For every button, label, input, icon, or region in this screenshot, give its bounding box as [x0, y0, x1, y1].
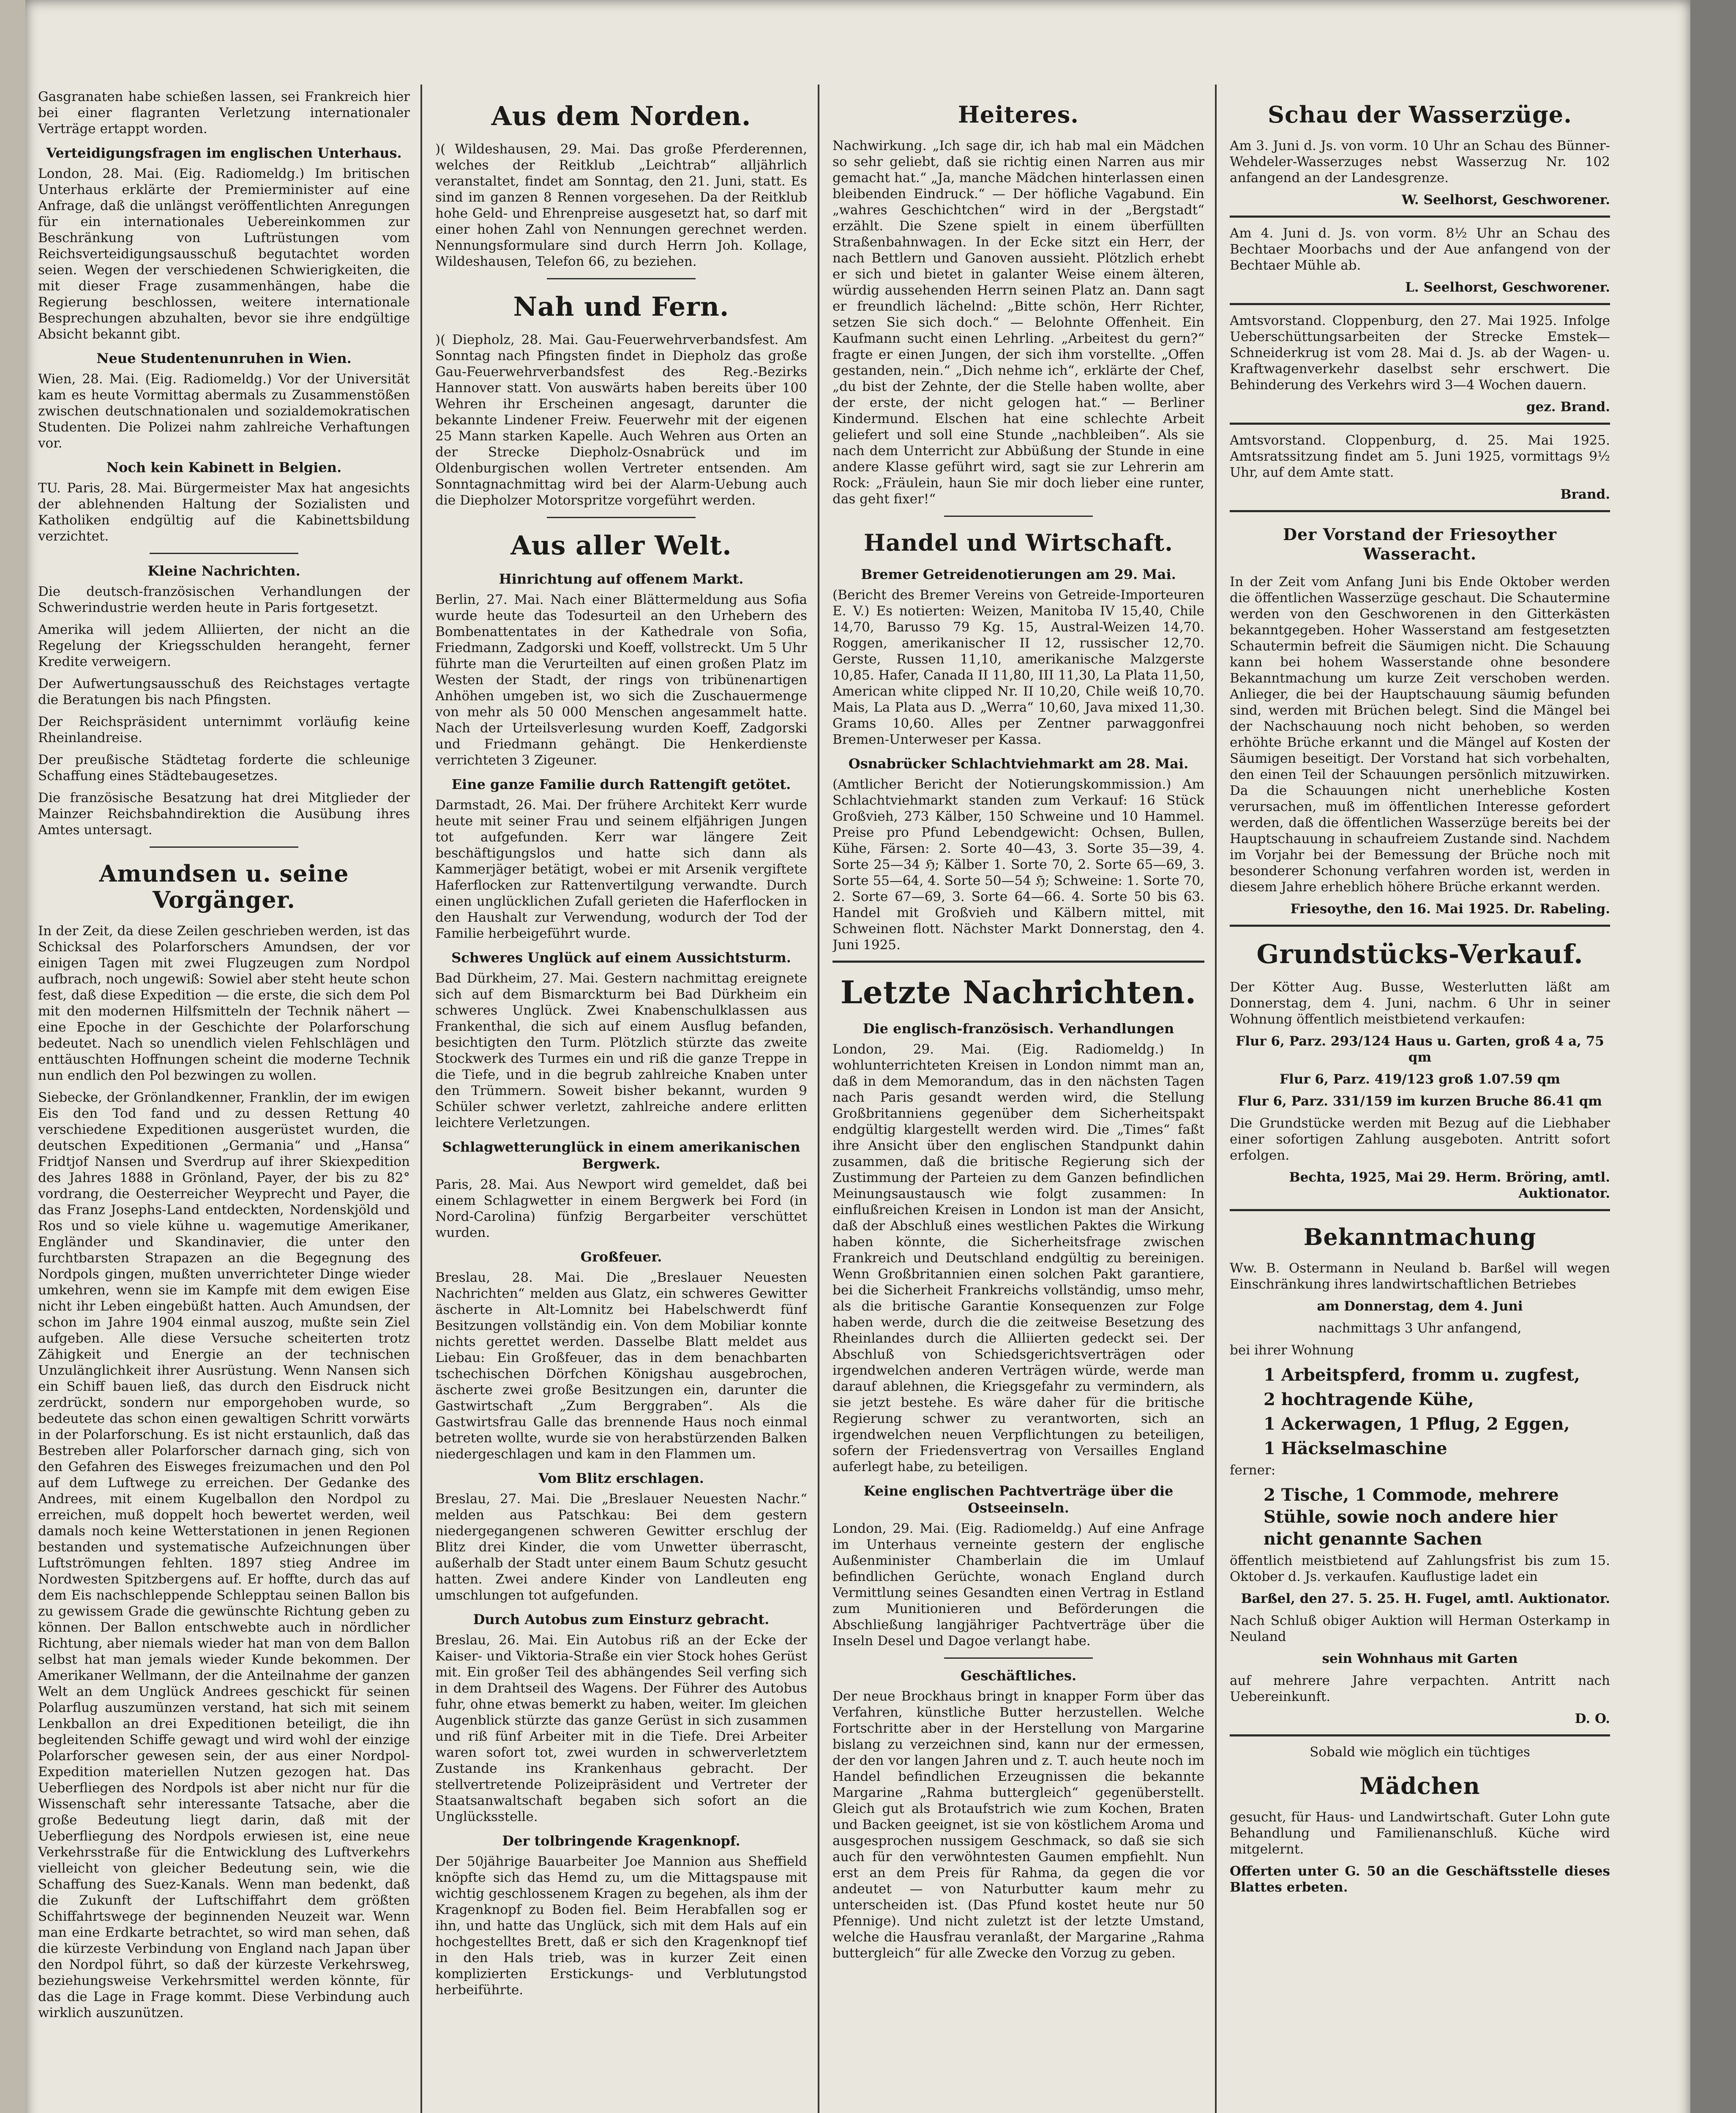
column-rule: [818, 85, 819, 2113]
headline-schau-der-wasserzuege: Schau der Wasserzüge.: [1268, 101, 1572, 128]
divider: [1230, 216, 1610, 218]
subheadline: Schlagwetterunglück in einem amerikanischen Bergwerk.: [442, 1139, 800, 1172]
headline-heiteres: Heiteres.: [958, 101, 1079, 128]
signature: W. Seelhorst, Geschworener.: [1401, 192, 1610, 207]
notice: Amtsvorstand. Cloppenburg, den 27. Mai 1925. Infolge Ueberschüttungsarbeiten der Strecke Emstek—Schneiderkrug ist vom 28. Mai d. Js. ab der Wagen- u. Kraftwagenverkehr daselbst sehr erschwert. Die Behinderung des Verkehrs wird 3—4 Wochen dauern.: [1230, 313, 1610, 393]
newspaper-page: [25, 0, 1690, 2113]
article: London, 29. Mai. (Eig. Radiomeldg.) Auf eine Anfrage im Unterhaus verneinte gestern der englische Außenminister Chamberlain die im Umlauf befindlichen Gerüchte, wonach England durch Vermittlung seines Gesandten einen Vertrag in Estland zum Munitionieren und Beförderungen die Abschließung langjähriger Pachtverträge über die Inseln Desel und Dagoe verlangt habe.: [833, 1521, 1204, 1649]
lease-object: sein Wohnhaus mit Garten: [1322, 1651, 1518, 1666]
auction-time: nachmittags 3 Uhr anfangend,: [1318, 1321, 1522, 1336]
article-amundsen: Siebecke, der Grönlandkenner, Franklin, der im ewigen Eis den Tod fand und zu dessen Rettung 40 verschiedene Expeditionen ausgerüstet wurden, die deutschen Expeditionen „Germania“ und „Hansa“ Fridtjof Nansen und Sverdrup auf ihrer Skiexpedition des Jahres 1888 in Grönland, Payer, der bis zu 82° vordrang, die Oesterreicher Weyprecht und Payer, die das Franz Josephs-Land entdeckten, Nordenskjöld und Ros und so viele kühne u. wagemutige Amerikaner, Engländer und Skandinavier, die unter den furchtbarsten Strapazen an die Begegnung des Nordpols gingen, mußten unverrichteter Dinge wieder umkehren, wenn sie im Kampfe mit dem ewigen Eise nicht ihr Leben eingebüßt hatten. Auch Amundsen, der schon im Jahre 1904 einmal auszog, mußte sein Ziel aufgeben. Alle diese Versuche scheiterten trotz Zähigkeit und Energie an der technischen Unzulänglichkeit ihrer Ausrüstung. Wenn Nansen sich ein Schiff bauen ließ, das durch den Eisdruck nicht zerdrückt, sondern nur emporgehoben wurde, so bedeutete das schon einen gewaltigen Schritt vorwärts in der Polarforschung. Es ist nicht erstaunlich, daß das Bestreben aller Polarforscher darnach ging, sich von den Gefahren des Eisweges freizumachen und den Pol auf dem Luftwege zu erreichen. Der Gedanke des Andrees, mit einem Kugelballon den Nordpol zu erreichen, muß doppelt hoch bewertet werden, weil damals noch keine Wetterstationen in jenen Regionen bestanden und systematische Aufzeichnungen über Luftströmungen fehlten. 1897 stieg Andree im Nordwesten Spitzbergens auf. Er hoffte, durch das auf dem Eis nachschleppende Schlepptau seinen Ballon bis zu gewissem Grade die gewünschte Richtung geben zu können. Der Ballon entschwebte auch in nördlicher Richtung, aber niemals wieder hat man von dem Ballon selbst hat man jemals wieder Kunde bekommen. Der Amerikaner Wellmann, der die Anteilnahme der ganzen Welt an dem Unglück Andrees geschickt für seinen Polarflug auszumünzen verstand, hat sich mit seinem Lenkballon an drei Expeditionen beteiligt, die ihn begleitenden Schiffe gewagt und wird wohl der einzige Polarforscher gewesen sein, der aus einer Nordpol-Expedition materiellen Nutzen gezogen hat. Das Ueberfliegen des Nordpols ist aber nicht nur für die Wissenschaft sehr interessante Tatsache, aber die große Bedeutung liegt darin, daß mit der Ueberfliegung des Nordpols erwiesen ist, eine neue Verkehrsstraße für die Entwicklung des Luftverkehrs vielleicht von gleicher Bedeutung sein, wie die Schaffung des Suez-Kanals. Wenn man bedenkt, daß die Zukunft der Luftschiffahrt dem größten Schiffahrtswege der beginnenden Neuzeit war. Wenn man eine Erdkarte betrachtet, so wird man sehen, daß die kürzeste Verbindung von England nach Japan über den Nordpol führt, so daß der kürzeste Verkehrsweg, beziehungsweise Verkehrsmittel werden könnte, für das die Lage in Frage kommt. Diese Verbindung auch wirklich auszunützen.: [38, 1090, 410, 2020]
notice: Am 3. Juni d. Js. von vorm. 10 Uhr an Schau des Bünner-Wehdeler-Wasserzuges nebst Wasserzug Nr. 102 anfangend an der Landesgrenze.: [1230, 138, 1610, 186]
parcel: Flur 6, Parz. 331/159 im kurzen Bruche 86.41 qm: [1238, 1094, 1602, 1109]
news-item: Die französische Besatzung hat drei Mitglieder der Mainzer Reichsbahndirektion die Ausübung ihres Amtes untersagt.: [38, 790, 410, 838]
notice: Amtsvorstand. Cloppenburg, d. 25. Mai 1925. Amtsratssitzung findet am 5. Juni 1925, vormittags 9½ Uhr, auf dem Amte statt.: [1230, 433, 1610, 480]
headline-aus-dem-norden: Aus dem Norden.: [491, 101, 751, 131]
headline-nah-und-fern: Nah und Fern.: [513, 291, 729, 322]
signature: Friesoythe, den 16. Mai 1925. Dr. Rabeling.: [1290, 901, 1610, 917]
headline-aus-aller-welt: Aus aller Welt.: [510, 530, 732, 561]
article-heiteres: Nachwirkung. „Ich sage dir, ich hab mal ein Mädchen so sehr geliebt, daß sie richtig einen Narren aus mir gemacht hat.“ „Ja, manche Mädchen hinterlassen einen bleibenden Eindruck.“ — Der höfliche Vagabund. Ein „wahres Geschichtchen“ wird in der „Bergstadt“ erzählt. Die Szene spielt in einem überfüllten Straßenbahnwagen. In der Ecke sitzt ein Herr, der nach Bettlern und Ganoven aussieht. Plötzlich erhebt er sich und bietet in galanter Weise einem älteren, würdig aussehenden Herrn seinen Platz an. Dann sagt er freundlich lächelnd: „Bitte schön, Herr Richter, setzen Sie sich doch.“ — Belohnte Offenheit. Ein Kaufmann sucht einen Lehrling. „Arbeitest du gern?“ fragte er einen Jungen, der sich ihm vorstellte. „Offen gestanden, nein.“ „Dich nehme ich“, erklärte der Chef, „du bist der Zehnte, der die Stelle haben wollte, aber der erste, der nicht gelogen hat.“ — Berliner Kindermund. Elschen hat eine schlechte Arbeit geliefert und soll eine Stunde „nachbleiben“. Als sie nach dem Unterricht zur Abbüßung der Stunde in eine andere Klasse geführt wird, sagt sie zur Lehrerin am Rock: „Fräulein, haun Sie mir doch lieber eine runter, das geht fixer!“: [833, 138, 1204, 507]
column-4: [1230, 89, 1610, 2113]
notice: ferner:: [1230, 1463, 1276, 1478]
news-item: Der preußische Städtetag forderte die schleunige Schaffung eines Städtebaugesetzes.: [38, 752, 410, 784]
auction-item: 2 hochtragende Kühe,: [1264, 1390, 1474, 1409]
notice: Nach Schluß obiger Auktion will Herman Osterkamp in Neuland: [1230, 1613, 1610, 1644]
auction-item: 2 Tische, 1 Commode, mehrere Stühle, sowie noch andere hier nicht genannte Sachen: [1264, 1485, 1559, 1549]
subheadline: Keine englischen Pachtverträge über die Ostseeinseln.: [863, 1483, 1174, 1516]
column-rule: [1215, 85, 1217, 2113]
news-item: Die deutsch-französischen Verhandlungen der Schwerindustrie werden heute in Paris fortgesetzt.: [38, 584, 410, 615]
article: Bad Dürkheim, 27. Mai. Gestern nachmittag ereignete sich auf dem Bismarckturm bei Bad Dürkheim ein schweres Unglück. Zwei Knabenschulklassen aus Frankenthal, die sich auf einem Ausflug befanden, besichtigten den Turm. Plötzlich stürzte das zweite Stockwerk des Turmes ein und riß die ganze Treppe in die Tiefe, und in die begrub zahlreiche Knaben unter den Trümmern. Soweit bisher bekannt, wurden 9 Schüler schwer verletzt, zahlreiche andere erlitten leichtere Verletzungen.: [435, 971, 807, 1130]
article-wildeshausen: )( Wildeshausen, 29. Mai. Das große Pferderennen, welches der Reitklub „Leichtrab“ alljährlich veranstaltet, findet am Sonntag, den 21. Juni, statt. Es sind im ganzen 8 Rennen vorgesehen. Da der Reitklub hohe Geld- und Ehrenpreise ausgesetzt hat, so darf mit einer hohen Zahl von Nennungen gerechnet werden. Nennungsformulare sind durch Herrn Joh. Kollage, Wildeshausen, Telefon 66, zu beziehen.: [435, 142, 807, 269]
adjacent-page-edge: [0, 0, 25, 2113]
signature: Bechta, 1925, Mai 29. Herm. Bröring, amtl. Auktionator.: [1289, 1170, 1610, 1201]
article-vienna: Wien, 28. Mai. (Eig. Radiomeldg.) Vor der Universität kam es heute Vormittag abermals zu Zusammenstößen zwischen deutschnationalen und sozialdemokratischen Studenten. Die Polizei nahm zahlreiche Verhaftungen vor.: [38, 371, 410, 451]
parcel: Flur 6, Parz. 419/123 groß 1.07.59 qm: [1280, 1072, 1560, 1087]
article: Breslau, 27. Mai. Die „Breslauer Neuesten Nachr.“ melden aus Patschkau: Bei dem gestern niedergegangenen schweren Gewitter erschlug der Blitz drei Kinder, die vom Unwetter überrascht, außerhalb der Stadt unter einem Baum Schutz gesucht hatten. Zwei andere Kinder von Landleuten eng umschlungen tot aufgefunden.: [435, 1491, 807, 1603]
signature: L. Seelhorst, Geschworener.: [1405, 280, 1610, 295]
subheadline: Bremer Getreidenotierungen am 29. Mai.: [861, 566, 1176, 582]
headline-handel-und-wirtschaft: Handel und Wirtschaft.: [864, 529, 1173, 556]
divider: [1230, 303, 1610, 305]
subheadline: Der tolbringende Kragenknopf.: [502, 1833, 740, 1849]
article-continued: Gasgranaten habe schießen lassen, sei Frankreich hier bei einer flagranten Verletzung internationaler Verträge ertappt worden.: [38, 89, 410, 136]
column-1: [38, 89, 410, 2113]
headline-kleine-nachrichten: Kleine Nachrichten.: [147, 563, 300, 579]
signature: gez. Brand.: [1526, 399, 1610, 415]
article-amundsen: In der Zeit, da diese Zeilen geschrieben werden, ist das Schicksal des Polarforschers Amundsen, der vor einigen Tagen mit zwei Flugzeugen zum Nordpol aufbrach, noch ungewiß: Sowiel aber steht heute schon fest, daß diese Expedition — die erste, die sich dem Pol mit den modernen Hilfsmitteln der Technik nähert — eine Epoche in der Geschichte der Polarforschung bedeutet. Nach so unendlich vielen Fehlschlägen und enttäuschten Hoffnungen scheint die moderne Technik nun endlich den Pol bezwingen zu wollen.: [38, 923, 410, 1083]
article: Der 50jährige Bauarbeiter Joe Mannion aus Sheffield knöpfte sich das Hemd zu, um die Mittagspause mit wichtig geschlossenem Kragen zu begehen, als ihm der Kragenknopf zu Boden fiel. Beim Herabfallen sog er ihn, und hatte das Unglück, sich mit dem Hals auf ein hochgestelltes Brett, daß er sich den Kragenknopf tief in den Hals trieb, was in kurzer Zeit einen komplizierten Erstickungs- und Verblutungstod herbeiführte.: [435, 1854, 807, 1998]
signature: Barßel, den 27. 5. 25. H. Fugel, amtl. Auktionator.: [1241, 1591, 1610, 1606]
auction-place: bei ihrer Wohnung: [1230, 1343, 1354, 1358]
notice: Ww. B. Ostermann in Neuland b. Barßel will wegen Einschränkung ihres landwirtschaftlichen Betriebes: [1230, 1261, 1610, 1292]
subheadline: Die englisch-französisch. Verhandlungen: [863, 1021, 1174, 1037]
headline-belgium: Noch kein Kabinett in Belgien.: [106, 459, 342, 475]
subheadline: Schweres Unglück auf einem Aussichtsturm.: [451, 950, 791, 966]
column-2: [435, 89, 807, 2113]
notice: In der Zeit vom Anfang Juni bis Ende Oktober werden die öffentlichen Wasserzüge geschaut. Die Schautermine werden von den Geschworenen in den Gitterkästen bekanntgegeben. Hoher Wasserstand am festgesetzten Schautermin befreit die Säumigen nicht. Die Schauung kann bei hohem Wasserstande ohne besondere Bekanntmachung um kurze Zeit verschoben werden. Anlieger, die bei der Hauptschauung säumig befunden sind, werden mit Brüchen belegt. Sind die Mängel bei der Nachschauung noch nicht behoben, so werden erhöhte Brüche erkannt und die Mängel auf Kosten der Säumigen beseitigt. Der Vorstand hat sich vorbehalten, den einen Teil der Schauungen persönlich mitzuwirken. Da die Schauungen nicht unerhebliche Kosten verursachen, muß im öffentlichen Interesse gefordert werden, daß die öffentlichen Wasserzüge bereits bei der Hauptschauung in schaufreiem Zustande sind. Nachdem im Vorjahr bei der Bemessung der Brüche noch mit besonderer Schonung verfahren worden ist, werden in diesem Jahre erheblich höhere Brüche erkannt werden.: [1230, 574, 1610, 895]
notice: Am 4. Juni d. Js. von vorm. 8½ Uhr an Schau des Bechtaer Moorbachs und der Aue anfangend von der Bechtaer Mühle ab.: [1230, 226, 1610, 273]
subheadline: Vom Blitz erschlagen.: [538, 1470, 704, 1486]
divider: [150, 553, 298, 554]
headline-maedchen: Mädchen: [1359, 1772, 1480, 1799]
article: Breslau, 28. Mai. Die „Breslauer Neuesten Nachrichten“ melden aus Glatz, ein schweres Gewitter äscherte in Alt-Lomnitz bei Habelschwerdt fünf Besitzungen vollständig ein. Von dem Mobiliar konnte nichts gerettet werden. Dasselbe Blatt meldet aus Liebau: Ein Großfeuer, das in dem benachbarten tschechischen Dörfchen Königshau ausgebrochen, äscherte zwei große Besitzungen ein, darunter die Gastwirtschaft „Zum Berggraben“. Als die Gastwirtsfrau Galle das brennende Haus noch einmal betreten wollte, wurde sie von herabstürzenden Balken niedergeschlagen und kam in den Flammen um.: [435, 1270, 807, 1462]
article: Breslau, 26. Mai. Ein Autobus riß an der Ecke der Kaiser- und Viktoria-Straße ein vier Stock hohes Gerüst mit. Ein großer Teil des abhängendes Seil verfing sich in dem Drahtseil des Wagens. Der Führer des Autobus fuhr, ohne etwas bemerkt zu haben, weiter. Im gleichen Augenblick stürzte das ganze Gerüst in sich zusammen und riß fünf Arbeiter mit in die Tiefe. Drei Arbeiter waren sofort tot, zwei wurden in schwerverletztem Zustande ins Krankenhaus gebracht. Der stellvertretende Polizeipräsident und Vertreter der Staatsanwaltschaft begaben sich sofort an die Unglücksstelle.: [435, 1633, 807, 1824]
headline-vienna: Neue Studentenunruhen in Wien.: [96, 350, 352, 366]
divider: [1230, 423, 1610, 425]
auction-date: am Donnerstag, dem 4. Juni: [1317, 1299, 1523, 1314]
article-geschaeftliches: Der neue Brockhaus bringt in knapper Form über das Verfahren, künstliche Butter herzustellen. Welche Fortschritte aber in der Herstellung von Margarine bislang zu verzeichnen sind, kann nur der ermessen, der den vor langen Jahren und z. T. auch heute noch im Handel befindlichen Erzeugnissen die bekannte Margarine „Rahma buttergleich“ gegenüberstellt. Gleich gut als Brotaufstrich wie zum Kochen, Braten und Backen geeignet, ist sie von köstlichem Aroma und ausgesprochen nussigem Geschmack, so daß sie sich auch für den verwöhntesten Gaumen empfiehlt. Nun erst an dem Preis für Rahma, da gegen die vor andeutet — von Naturbutter kaum mehr zu unterscheiden ist. (Das Pfund kostet heute nur 50 Pfennige). Und nicht zuletzt ist der letzte Umstand, welche die Hausfrau veranlaßt, der Margarine „Rahma buttergleich“ für alle Zwecke den Vorzug zu geben.: [833, 1689, 1204, 1961]
divider: [1230, 510, 1610, 512]
divider: [1230, 1734, 1610, 1736]
column-3: [833, 89, 1204, 2113]
auction-item: 1 Arbeitspferd, fromm u. zugfest,: [1264, 1365, 1580, 1385]
notice: Sobald wie möglich ein tüchtiges: [1310, 1744, 1530, 1760]
notice: öffentlich meistbietend auf Zahlungsfrist bis zum 15. Oktober d. Js. verkaufen. Kauflustige ladet ein: [1230, 1553, 1610, 1584]
divider: [944, 516, 1093, 517]
signature: Brand.: [1560, 487, 1610, 502]
subheadline: Eine ganze Familie durch Rattengift getötet.: [451, 776, 791, 792]
subheadline: Osnabrücker Schlachtviehmarkt am 28. Mai.: [848, 756, 1189, 772]
notice: Offerten unter G. 50 an die Geschäftsstelle dieses Blattes erbeten.: [1230, 1864, 1610, 1895]
article: Darmstadt, 26. Mai. Der frühere Architekt Kerr wurde heute mit seiner Frau und seinem elfjährigen Jungen tot aufgefunden. Kerr war längere Zeit beschäftigungslos und hatte sich dann als Kammerjäger betätigt, wobei er mit Arsenik vergiftete Haferflocken zur Rattenvertilgung verwandte. Durch einen unglücklichen Zufall gerieten die Haferflocken in den Haushalt zur Verwendung, wodurch der Tod der Familie herbeigeführt wurde.: [435, 797, 807, 941]
divider: [150, 846, 298, 848]
news-item: Amerika will jedem Alliierten, der nicht an die Regelung der Kriegsschulden herangeht, ferner Kredite verweigern.: [38, 622, 410, 669]
notice: gesucht, für Haus- und Landwirtschaft. Guter Lohn gute Behandlung und Familienanschluß. Küche wird mitgelernt.: [1230, 1810, 1610, 1857]
divider: [944, 1657, 1093, 1659]
headline-wasseracht: Der Vorstand der Friesoyther Wasseracht.: [1283, 525, 1557, 563]
article: Berlin, 27. Mai. Nach einer Blättermeldung aus Sofia wurde heute das Todesurteil an den Urhebern des Bombenattentates in der Kathedrale von Sofia, Friedmann, Zadgorski und Koeff, vollstreckt. Um 5 Uhr führte man die Verurteilten auf einen großen Platz im Westen der Stadt, der rings von tribünenartigen Anhöhen umgeben ist, wo sich die Zuschauermenge von mehr als 50 000 Menschen angesammelt hatte. Nach der Urteilsverlesung wurden Koeff, Zadgorski und Friedmann gehängt. Die Henkerdienste verrichteten 3 Zigeuner.: [435, 592, 807, 768]
signature: D. O.: [1575, 1711, 1610, 1726]
notice: Die Grundstücke werden mit Bezug auf die Liebhaber einer sofortigen Zahlung ausgeboten. Antritt sofort erfolgen.: [1230, 1116, 1610, 1163]
news-item: Der Reichspräsident unternimmt vorläufig keine Rheinlandreise.: [38, 714, 410, 745]
column-rule: [420, 85, 422, 2113]
article: London, 29. Mai. (Eig. Radiomeldg.) In wohlunterrichteten Kreisen in London nimmt man an, daß in dem Memorandum, das in den nächsten Tagen nach Paris gesandt werden wird, die Stellung Großbritanniens gegenüber dem Sicherheitspakt endgültig klargestellt werden wird. Die „Times“ faßt ihre Ansicht über den englischen Standpunkt dahin zusammen, daß die britische Regierung sich der Zustimmung der Parteien zu dem Ganzen befindlichen Meinungsaustausch wie folgt zusammen: In einflußreichen Kreisen in London ist man der Ansicht, daß der Abschluß eines westlichen Paktes die Wirkung haben könnte, die Sicherheitsfrage zwischen Frankreich und Deutschland endgültig zu bereinigen. Wenn Großbritannien einen solchen Pakt garantiere, bei die Sicherheit Frankreichs vollständig, umso mehr, als die britische Garantie Konsequenzen zur Folge haben werde, durch die die zeitweise Besetzung des Rheinlandes durch die Alliierten gedeckt sei. Der Abschluß von Schiedsgerichtsverträgen oder irgendwelchen anderen Verträgen würde, werde man darauf ablehnen, die Kriegsgefahr zu vermindern, als sie jetzt bestehe. Es wäre daher für die britische Regierung schwer zu verantworten, sich an irgendwelchen neuen Verpflichtungen zu beteiligen, sofern der Friedensvertrag von Versailles England auferlegt habe, zu beteiligen.: [833, 1042, 1204, 1474]
article: Paris, 28. Mai. Aus Newport wird gemeldet, daß bei einem Schlagwetter in einem Bergwerk bei Ford (in Nord-Carolina) fünfzig Bergarbeiter verschüttet wurden.: [435, 1177, 807, 1240]
subheadline: Durch Autobus zum Einsturz gebracht.: [473, 1611, 770, 1627]
auction-item: 1 Häckselmaschine: [1264, 1439, 1447, 1458]
headline-geschaeftliches: Geschäftliches.: [960, 1668, 1077, 1684]
divider: [1230, 925, 1610, 927]
divider: [1230, 1209, 1610, 1211]
auction-item: 1 Ackerwagen, 1 Pflug, 2 Eggen,: [1264, 1414, 1570, 1434]
subheadline: Hinrichtung auf offenem Markt.: [499, 571, 744, 587]
notice: auf mehrere Jahre verpachten. Antritt nach Uebereinkunft.: [1230, 1673, 1610, 1704]
parcel: Flur 6, Parz. 293/124 Haus u. Garten, groß 4 a, 75 qm: [1236, 1034, 1604, 1065]
news-item: Der Aufwertungsausschuß des Reichstages vertagte die Beratungen bis nach Pfingsten.: [38, 676, 410, 707]
divider: [547, 517, 696, 518]
subheadline: Großfeuer.: [580, 1249, 662, 1265]
headline-bekanntmachung: Bekanntmachung: [1303, 1223, 1537, 1250]
divider: [547, 278, 696, 279]
headline-amundsen: Amundsen u. seine Vorgänger.: [99, 860, 349, 913]
article-belgium: TU. Paris, 28. Mai. Bürgermeister Max hat angesichts der ablehnenden Haltung der Sozialisten und Katholiken endgültig auf die Kabinettsbildung verzichtet.: [38, 480, 410, 544]
headline-letzte-nachrichten: Letzte Nachrichten.: [840, 975, 1197, 1011]
market-report: (Amtlicher Bericht der Notierungskommission.) Am Schlachtviehmarkt standen zum Verkauf: 16 Stück Großvieh, 273 Kälber, 150 Schweine und 10 Hammel. Preise pro Pfund Lebendgewicht: Ochsen, Bullen, Kühe, Färsen: 2. Sorte 40—43, 3. Sorte 35—39, 4. Sorte 25—34 ℌ; Kälber 1. Sorte 70, 2. Sorte 65—69, 3. Sorte 55—64, 4. Sorte 50—54 ℌ; Schweine: 1. Sorte 70, 2. Sorte 67—69, 3. Sorte 64—66. 4. Sorte 50 bis 63. Handel mit Großvieh und Kälbern mittel, mit Schweinen flott. Nächster Markt Donnerstag, den 4. Juni 1925.: [833, 777, 1204, 953]
divider: [833, 961, 1204, 963]
article-diepholz: )( Diepholz, 28. Mai. Gau-Feuerwehrverbandsfest. Am Sonntag nach Pfingsten findet in Diepholz das große Gau-Feuerwehrverbandsfest des Reg.-Bezirks Hannover statt. Von auswärts haben bereits über 100 Wehren ihr Erscheinen angesagt, darunter die bekannte Lindener Freiw. Feuerwehr mit der eigenen 25 Mann starken Kapelle. Auch Wehren aus Orten an der Strecke Diepholz-Osnabrück und im Oldenburgischen wollen Vertreter entsenden. Am Sonntagnachmittag wird bei der Alarm-Uebung auch die Diepholzer Motorspritze vorgeführt werden.: [435, 332, 807, 508]
article-defence: London, 28. Mai. (Eig. Radiomeldg.) Im britischen Unterhaus erklärte der Premierminister auf eine Anfrage, daß die unlängst veröffentlichten Anregungen für ein internationales Uebereinkommen zur Beschränkung von Luftrüstungen vom Reichsverteidigungsausschuß begutachtet worden seien. Wegen der verschiedenen Schwierigkeiten, die mit dieser Frage zusammenhängen, habe die Regierung beschlossen, weitere internationale Besprechungen abzuhalten, bevor sie ihre endgültige Absicht bekannt gibt.: [38, 166, 410, 342]
notice: Der Kötter Aug. Busse, Westerlutten läßt am Donnerstag, dem 4. Juni, nachm. 6 Uhr in seiner Wohnung öffentlich meistbietend verkaufen:: [1230, 980, 1610, 1027]
headline-defence: Verteidigungsfragen im englischen Unterhaus.: [46, 145, 402, 161]
headline-grundstuecks-verkauf: Grundstücks-Verkauf.: [1256, 939, 1583, 969]
market-report: (Bericht des Bremer Vereins von Getreide-Importeuren E. V.) Es notierten: Weizen, Manitoba IV 15,40, Chile 14,70, Barusso 79 Kg. 15, Austral-Weizen 14,70. Roggen, amerikanischer II 12, russischer 12,70. Gerste, Russen 11,10, amerikanische Malzgerste 10,85. Hafer, Canada II 11,80, III 11,30, La Plata 11,50, American white clipped Nr. II 10,20, Chile weiß 10,70. Mais, La Plata aus D. „Werra“ 10,60, Java mixed 11,30. Grams 10,60. Alles per Zentner parwaggonfrei Bremen-Unterweser per Kassa.: [833, 587, 1204, 747]
